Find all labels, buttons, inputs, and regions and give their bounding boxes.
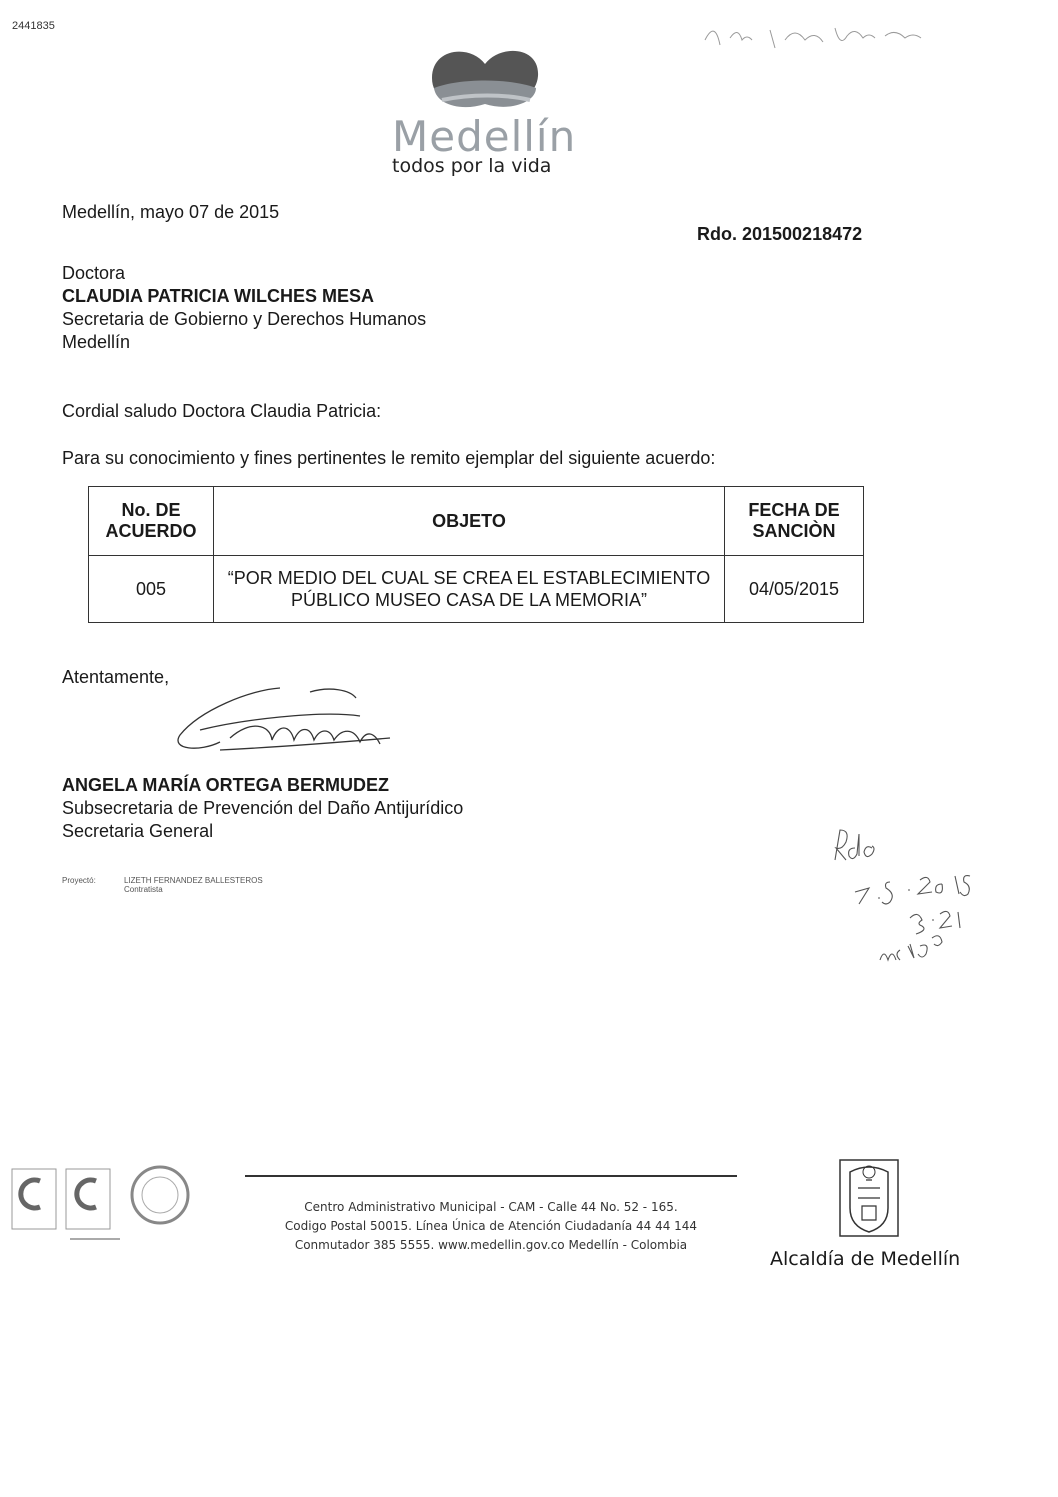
cell-fecha: 04/05/2015 bbox=[725, 556, 864, 623]
handwritten-receipt-note bbox=[820, 820, 1010, 970]
date-line: Medellín, mayo 07 de 2015 bbox=[62, 202, 280, 222]
footer-line-2: Codigo Postal 50015. Línea Única de Atención Ciudadanía 44 44 144 bbox=[284, 1219, 698, 1233]
document-id: 2441835 bbox=[12, 20, 55, 32]
table-row bbox=[89, 556, 864, 623]
header-no-acuerdo: No. DE ACUERDO bbox=[89, 487, 214, 556]
cell-objeto: “POR MEDIO DEL CUAL SE CREA EL ESTABLECIMIENTO PÚBLICO MUSEO CASA DE LA MEMORIA” bbox=[214, 556, 725, 623]
table-header-row bbox=[89, 487, 864, 556]
recipient-city: Medellín bbox=[62, 332, 131, 352]
recipient-block bbox=[62, 262, 426, 354]
footer-divider bbox=[245, 1175, 737, 1177]
header-fecha-sancion: FECHA DE SANCIÒN bbox=[725, 487, 864, 556]
medellin-coat-of-arms-icon bbox=[838, 1158, 900, 1238]
proyecto-label: Proyectó: bbox=[62, 876, 96, 885]
acuerdos-table bbox=[88, 486, 864, 623]
proyecto-role: Contratista bbox=[124, 885, 163, 894]
signer-name: ANGELA MARÍA ORTEGA BERMUDEZ bbox=[62, 775, 389, 795]
header-objeto: OBJETO bbox=[214, 487, 725, 556]
greeting: Cordial saludo Doctora Claudia Patricia: bbox=[62, 401, 382, 421]
closing: Atentamente, bbox=[62, 667, 170, 687]
alcaldia-label: Alcaldía de Medellín bbox=[770, 1248, 961, 1270]
radicado-number: Rdo. 201500218472 bbox=[697, 224, 863, 244]
footer-address bbox=[245, 1198, 737, 1255]
footer-line-3: Conmutador 385 5555. www.medellin.gov.co Medellín - Colombia bbox=[294, 1238, 688, 1252]
signer-block bbox=[62, 774, 463, 843]
letterhead-brand: Medellín bbox=[392, 112, 577, 161]
signer-office: Secretaria General bbox=[62, 821, 214, 841]
intro-paragraph: Para su conocimiento y fines pertinentes le remito ejemplar del siguiente acuerdo: bbox=[62, 448, 716, 468]
letterhead-slogan: todos por la vida bbox=[392, 155, 552, 177]
recipient-title: Doctora bbox=[62, 263, 126, 283]
handwritten-scribble bbox=[700, 10, 940, 60]
recipient-position: Secretaria de Gobierno y Derechos Humanos bbox=[62, 309, 427, 329]
proyecto-note bbox=[62, 876, 263, 894]
proyecto-name: LIZETH FERNANDEZ BALLESTEROS bbox=[124, 876, 263, 885]
certification-logos bbox=[10, 1165, 200, 1245]
recipient-name: CLAUDIA PATRICIA WILCHES MESA bbox=[62, 286, 374, 306]
handwritten-signature bbox=[160, 680, 400, 775]
footer-line-1: Centro Administrativo Municipal - CAM - Calle 44 No. 52 - 165. bbox=[304, 1200, 678, 1214]
cell-numero: 005 bbox=[89, 556, 214, 623]
signer-position: Subsecretaria de Prevención del Daño Antijurídico bbox=[62, 798, 464, 818]
